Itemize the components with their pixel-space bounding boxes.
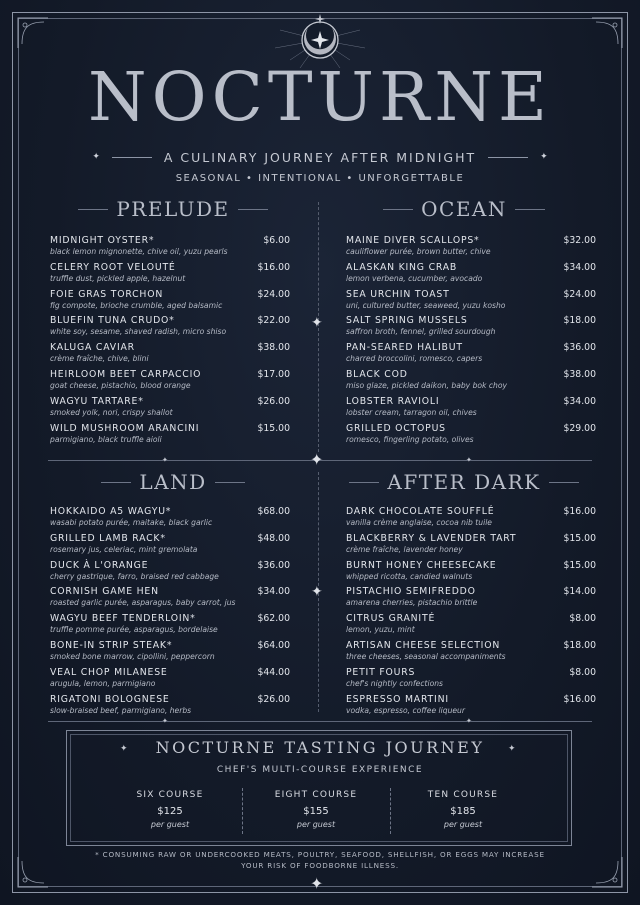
restaurant-title: NOCTURNE (88, 58, 552, 136)
item-description: whipped ricotta, candied walnuts (346, 571, 473, 581)
menu-item (346, 289, 596, 316)
item-name: DARK CHOCOLATE SOUFFLÉ (346, 506, 495, 517)
item-name: GRILLED LAMB RACK* (50, 532, 166, 544)
disclaimer (0, 849, 640, 871)
item-price: $62.00 (257, 613, 290, 625)
item-description: cherry gastrique, farro, braised red cabbage (50, 571, 219, 581)
corner-ornament-icon (16, 16, 50, 50)
item-name: FOIE GRAS TORCHON (50, 288, 164, 300)
item-description: wasabi potato purée, maitake, black garlic (50, 518, 213, 527)
menu-item (346, 613, 596, 640)
item-price: $14.00 (563, 586, 596, 598)
divider (242, 788, 243, 834)
menu-item (346, 667, 596, 694)
item-name: CITRUS GRANITÉ (346, 613, 436, 625)
corner-ornament-icon (590, 16, 624, 50)
menu-item (50, 262, 290, 289)
menu-item (50, 315, 290, 342)
sparkle-icon: ✦ (310, 874, 324, 893)
item-price: $29.00 (563, 422, 596, 434)
menu-item (50, 396, 290, 423)
item-description: charred broccolini, romesco, capers (346, 354, 483, 364)
sparkle-icon: ✦ (162, 717, 168, 725)
ocean-items (346, 235, 596, 449)
item-name: HOKKAIDO A5 WAGYU* (50, 506, 172, 517)
item-price: $36.00 (257, 559, 290, 571)
item-name: PETIT FOURS (346, 666, 416, 678)
item-name: BONE-IN STRIP STEAK* (50, 639, 173, 651)
item-name: VEAL CHOP MILANESE (50, 666, 168, 678)
menu-item (50, 694, 290, 721)
section-separator (48, 721, 592, 722)
menu-item (50, 533, 290, 560)
sparkle-icon: ✦ (162, 456, 168, 464)
item-price: $16.00 (563, 693, 596, 705)
item-price: $22.00 (257, 315, 290, 327)
item-description: goat cheese, pistachio, blood orange (50, 380, 191, 390)
item-description: fig compote, brioche crumble, aged balsamic (50, 300, 223, 310)
course-name: SIX COURSE (136, 790, 204, 800)
menu-item (50, 640, 290, 667)
item-description: cauliflower purée, brown butter, chive (346, 247, 491, 256)
item-price: $24.00 (257, 288, 290, 300)
course-option (100, 790, 240, 829)
sparkle-icon: ✦ (311, 315, 323, 331)
item-price: $38.00 (563, 368, 596, 380)
item-price: $48.00 (257, 532, 290, 544)
item-description: amarena cherries, pistachio brittle (346, 598, 478, 608)
item-description: rosemary jus, celeriac, mint gremolata (50, 544, 198, 554)
item-description: three cheeses, seasonal accompaniments (346, 651, 506, 661)
subtitle: A CULINARY JOURNEY AFTER MIDNIGHT (163, 149, 477, 165)
item-name: ESPRESSO MARTINI (346, 693, 449, 705)
item-name: PISTACHIO SEMIFREDDO (346, 586, 476, 598)
prelude-items (50, 235, 290, 449)
menu-item (346, 396, 596, 423)
item-name: BLACK COD (346, 368, 408, 380)
menu-item (346, 423, 596, 450)
land-items (50, 506, 290, 720)
item-price: $38.00 (257, 342, 290, 354)
menu-item (346, 315, 596, 342)
item-description: crème fraîche, chive, blini (50, 354, 149, 364)
sparkle-icon: ✦ (310, 450, 324, 469)
item-name: BLUEFIN TUNA CRUDO* (50, 315, 175, 327)
item-description: white soy, sesame, shaved radish, micro shiso (50, 327, 227, 337)
item-name: ALASKAN KING CRAB (346, 261, 458, 273)
sparkle-icon: ✦ (508, 744, 516, 754)
section-heading-ocean (336, 196, 592, 222)
course-price: $155 (303, 806, 329, 817)
menu-item (50, 506, 290, 533)
item-price: $26.00 (257, 693, 290, 705)
item-price: $15.00 (563, 532, 596, 544)
item-price: $15.00 (563, 559, 596, 571)
item-description: roasted garlic purée, asparagus, baby carrot, jus (50, 598, 236, 608)
item-description: arugula, lemon, parmigiano (50, 678, 156, 688)
item-name: BURNT HONEY CHEESECAKE (346, 559, 497, 571)
item-price: $18.00 (563, 315, 596, 327)
sparkle-icon: ✦ (466, 456, 472, 464)
item-price: $36.00 (563, 342, 596, 354)
course-price: $125 (157, 806, 183, 817)
menu-item (50, 342, 290, 369)
item-price: $18.00 (563, 639, 596, 651)
item-name: BLACKBERRY & LAVENDER TART (346, 532, 517, 544)
item-price: $34.00 (257, 586, 290, 598)
disclaimer-line: YOUR RISK OF FOODBORNE ILLNESS. (241, 861, 399, 870)
course-name: TEN COURSE (427, 790, 499, 800)
divider (215, 482, 245, 483)
item-name: GRILLED OCTOPUS (346, 422, 446, 434)
item-price: $8.00 (569, 613, 596, 625)
section-heading-after-dark (336, 469, 592, 495)
section-title: LAND (139, 470, 207, 494)
item-name: HEIRLOOM BEET CARPACCIO (50, 368, 202, 380)
item-price: $34.00 (563, 395, 596, 407)
section-title: OCEAN (421, 197, 507, 221)
item-name: WAGYU TARTARE* (50, 395, 144, 407)
divider (383, 209, 413, 210)
item-price: $17.00 (257, 368, 290, 380)
item-description: lemon, yuzu, mint (346, 625, 415, 635)
divider (349, 482, 379, 483)
sparkle-icon: ✦ (120, 744, 128, 754)
sparkle-icon: ✦ (540, 152, 548, 162)
item-description: lobster cream, tarragon oil, chives (346, 407, 477, 417)
menu-item (50, 423, 290, 450)
course-per-guest: per guest (150, 820, 190, 829)
item-name: PAN-SEARED HALIBUT (346, 342, 463, 354)
item-price: $24.00 (563, 288, 596, 300)
item-description: truffle dust, pickled apple, hazelnut (50, 273, 186, 283)
divider (238, 209, 268, 210)
sparkle-icon: ✦ (466, 717, 472, 725)
tasting-subtitle: CHEF'S MULTI-COURSE EXPERIENCE (216, 765, 424, 775)
item-description: parmigiano, black truffle aioli (50, 434, 162, 444)
disclaimer-line: * CONSUMING RAW OR UNDERCOOKED MEATS, POULTRY, SEAFOOD, SHELLFISH, OR EGGS MAY INCREASE (95, 850, 545, 859)
menu-item (50, 667, 290, 694)
item-name: MIDNIGHT OYSTER* (50, 235, 155, 246)
item-name: LOBSTER RAVIOLI (346, 395, 440, 407)
menu-item (50, 369, 290, 396)
divider (515, 209, 545, 210)
item-price: $16.00 (563, 506, 596, 517)
item-name: WILD MUSHROOM ARANCINI (50, 422, 200, 434)
item-name: MAINE DIVER SCALLOPS* (346, 235, 480, 246)
divider (549, 482, 579, 483)
item-description: crème fraîche, lavender honey (346, 544, 463, 554)
item-description: smoked bone marrow, cipollini, peppercorn (50, 651, 215, 661)
menu-item (346, 262, 596, 289)
sparkle-icon: ✦ (92, 152, 100, 162)
menu-item (346, 235, 596, 262)
item-description: vodka, espresso, coffee liqueur (346, 705, 465, 715)
course-per-guest: per guest (296, 820, 336, 829)
item-price: $15.00 (257, 422, 290, 434)
item-description: saffron broth, fennel, grilled sourdough (346, 327, 496, 337)
item-price: $34.00 (563, 261, 596, 273)
tasting-title: NOCTURNE TASTING JOURNEY (155, 738, 485, 757)
course-option (393, 790, 533, 829)
menu-item (346, 369, 596, 396)
menu-item (346, 342, 596, 369)
item-name: SEA URCHIN TOAST (346, 288, 450, 300)
item-description: black lemon mignonette, chive oil, yuzu pearls (50, 247, 228, 256)
section-title: PRELUDE (116, 197, 230, 221)
course-name: EIGHT COURSE (274, 790, 358, 800)
item-name: WAGYU BEEF TENDERLOIN* (50, 613, 196, 625)
item-price: $68.00 (257, 506, 290, 517)
tagline: SEASONAL • INTENTIONAL • UNFORGETTABLE (175, 173, 465, 184)
item-description: vanilla crème anglaise, cocoa nib tuile (346, 518, 492, 527)
item-description: slow-braised beef, parmigiano, herbs (50, 705, 192, 715)
sparkle-icon: ✦ (311, 584, 323, 600)
item-description: miso glaze, pickled daikon, baby bok choy (346, 380, 507, 390)
menu-item (50, 289, 290, 316)
divider (488, 157, 528, 158)
divider (112, 157, 152, 158)
menu-item (346, 506, 596, 533)
item-price: $8.00 (569, 666, 596, 678)
menu-item (346, 560, 596, 587)
divider (78, 209, 108, 210)
item-price: $32.00 (563, 235, 596, 246)
after-dark-items (346, 506, 596, 720)
menu-item (50, 235, 290, 262)
item-description: chef's nightly confections (346, 678, 443, 688)
item-price: $44.00 (257, 666, 290, 678)
item-description: romesco, fingerling potato, olives (346, 434, 474, 444)
item-description: lemon verbena, cucumber, avocado (346, 273, 483, 283)
item-description: smoked yolk, nori, crispy shallot (50, 407, 173, 417)
section-title: AFTER DARK (387, 470, 541, 494)
menu-item (346, 533, 596, 560)
item-description: truffle pomme purée, asparagus, bordelaise (50, 625, 218, 635)
menu-item (346, 640, 596, 667)
menu-item (346, 586, 596, 613)
course-option (246, 790, 386, 829)
item-name: SALT SPRING MUSSELS (346, 315, 468, 327)
item-name: CORNISH GAME HEN (50, 586, 159, 598)
item-name: KALUGA CAVIAR (50, 342, 135, 354)
menu-item (50, 586, 290, 613)
menu-item (50, 613, 290, 640)
item-price: $6.00 (263, 235, 290, 246)
item-name: RIGATONI BOLOGNESE (50, 693, 170, 705)
course-price: $185 (450, 806, 476, 817)
item-price: $26.00 (257, 395, 290, 407)
section-heading-prelude (48, 196, 298, 222)
item-price: $64.00 (257, 639, 290, 651)
subtitle-row (0, 147, 640, 167)
menu-item (50, 560, 290, 587)
item-name: CELERY ROOT VELOUTÉ (50, 261, 176, 273)
item-description: uni, cultured butter, seaweed, yuzu kosho (346, 300, 506, 310)
section-heading-land (48, 469, 298, 495)
divider (390, 788, 391, 834)
course-per-guest: per guest (443, 820, 483, 829)
item-price: $16.00 (257, 261, 290, 273)
divider (101, 482, 131, 483)
item-name: DUCK À L'ORANGE (50, 559, 149, 571)
item-name: ARTISAN CHEESE SELECTION (346, 639, 501, 651)
